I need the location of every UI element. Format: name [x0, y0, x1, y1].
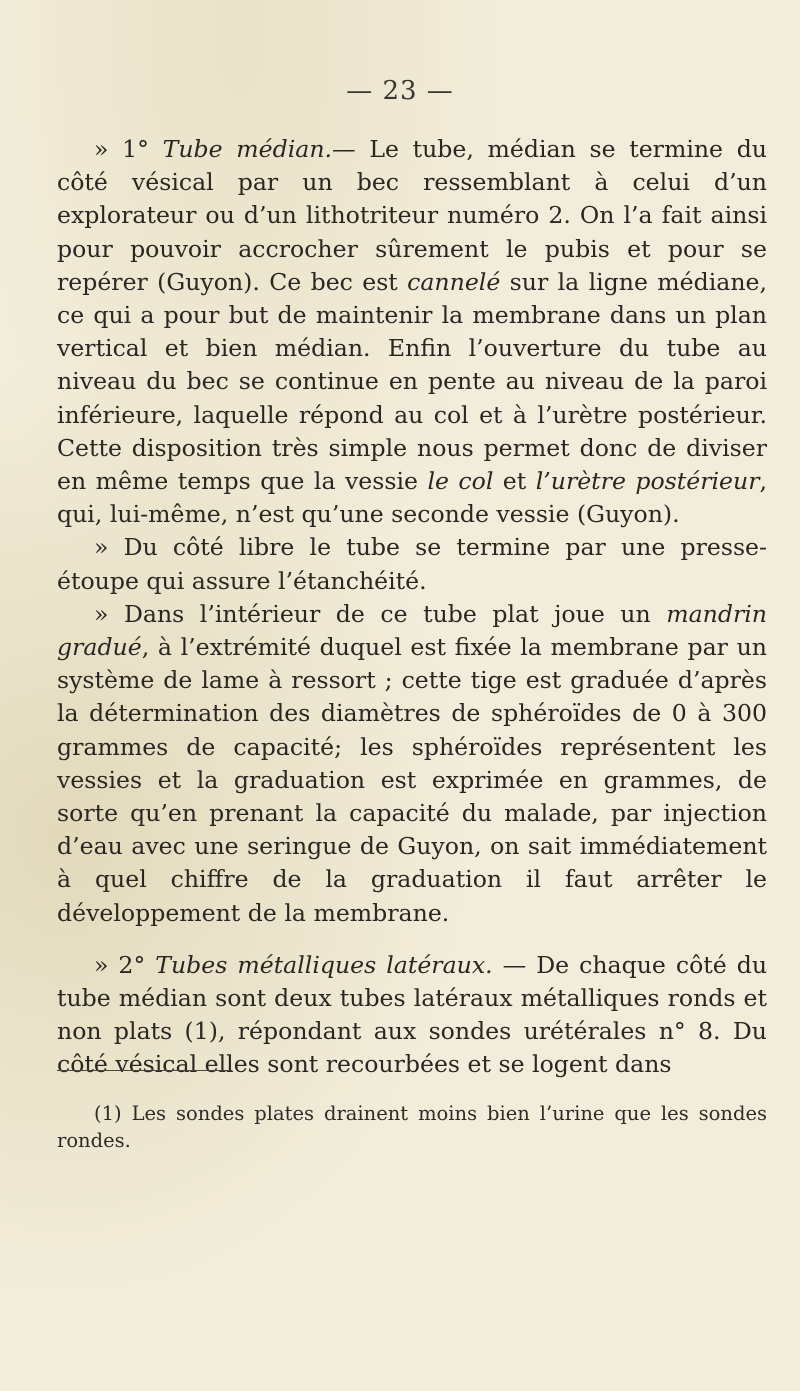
segment: , à l’extrémité duquel est fixée la membrane par un système de lame à ressort ; cette tige est graduée d’après la détermination des diamètres de sphéroïdes de 0 à 300 grammes de capacité; les sphéroïdes représentent les vessies et la graduation est exprimée en grammes, de sorte qu’en prenant la capacité du malade, par injection d’eau avec une seringue de Guyon, on sait immédiatement à quel chiffre de la graduation il faut arrêter le développement de la membrane.: [57, 633, 767, 927]
heading-tube-median: Tube médian.: [162, 135, 333, 163]
term-cannele: cannelé: [407, 267, 501, 296]
segment: — Le tube, médian se termine du côté vésical par un bec ressemblant à celui d’un explorateur ou d’un lithotriteur numéro 2. On l’a fait ainsi pour pouvoir accrocher sûrement le pubis et pour se repérer (Guyon). Ce bec est: [57, 135, 767, 296]
segment: » 1°: [94, 135, 163, 163]
body-text: [57, 133, 767, 1082]
segment: » Du côté libre le tube se termine par une presse-étoupe qui assure l’étanchéité.: [57, 533, 767, 595]
page-number: — 23 —: [346, 76, 454, 106]
term-uretre-posterieur: l’urètre postérieur: [535, 467, 760, 496]
paragraph-tube-median: [57, 133, 767, 531]
paragraph-mandrin: [57, 598, 767, 930]
paragraph-presse-etoupe: [57, 531, 767, 597]
segment: , qui, lui-même, n’est qu’une seconde vessie (Guyon).: [57, 467, 767, 529]
term-mandrin-gradue: mandrin gradué: [57, 599, 767, 662]
segment: sur la ligne médiane, ce qui a pour but de maintenir la membrane dans un plan vertical et bien médian. Enfin l’ouverture du tube au niveau du bec se continue en pente au niveau de la paroi inférieure, laquelle répond au col et à l’urètre postérieur. Cette disposition très simple nous permet donc de diviser en même temps que la vessie: [57, 267, 767, 496]
heading-tubes-metalliques: Tubes métalliques latéraux.: [155, 950, 493, 979]
footnote-text: (1) Les sondes plates drainent moins bien l’urine que les sondes rondes.: [57, 1102, 767, 1152]
footnote-rule: [57, 1070, 232, 1071]
segment: » 2°: [94, 950, 156, 979]
segment: — De chaque côté du tube médian sont deux tubes latéraux métalliques ronds et non plats (1), répondant aux sondes urétérales n° 8. Du côté vésical elles sont recourbées et se logent dans: [57, 950, 768, 1079]
segment: » Dans l’intérieur de ce tube plat joue un: [94, 599, 667, 628]
segment: et: [493, 467, 536, 496]
term-le-col: le col: [427, 467, 494, 496]
paragraph-tubes-lateraux: [57, 949, 767, 1082]
footnote: [57, 1100, 767, 1154]
